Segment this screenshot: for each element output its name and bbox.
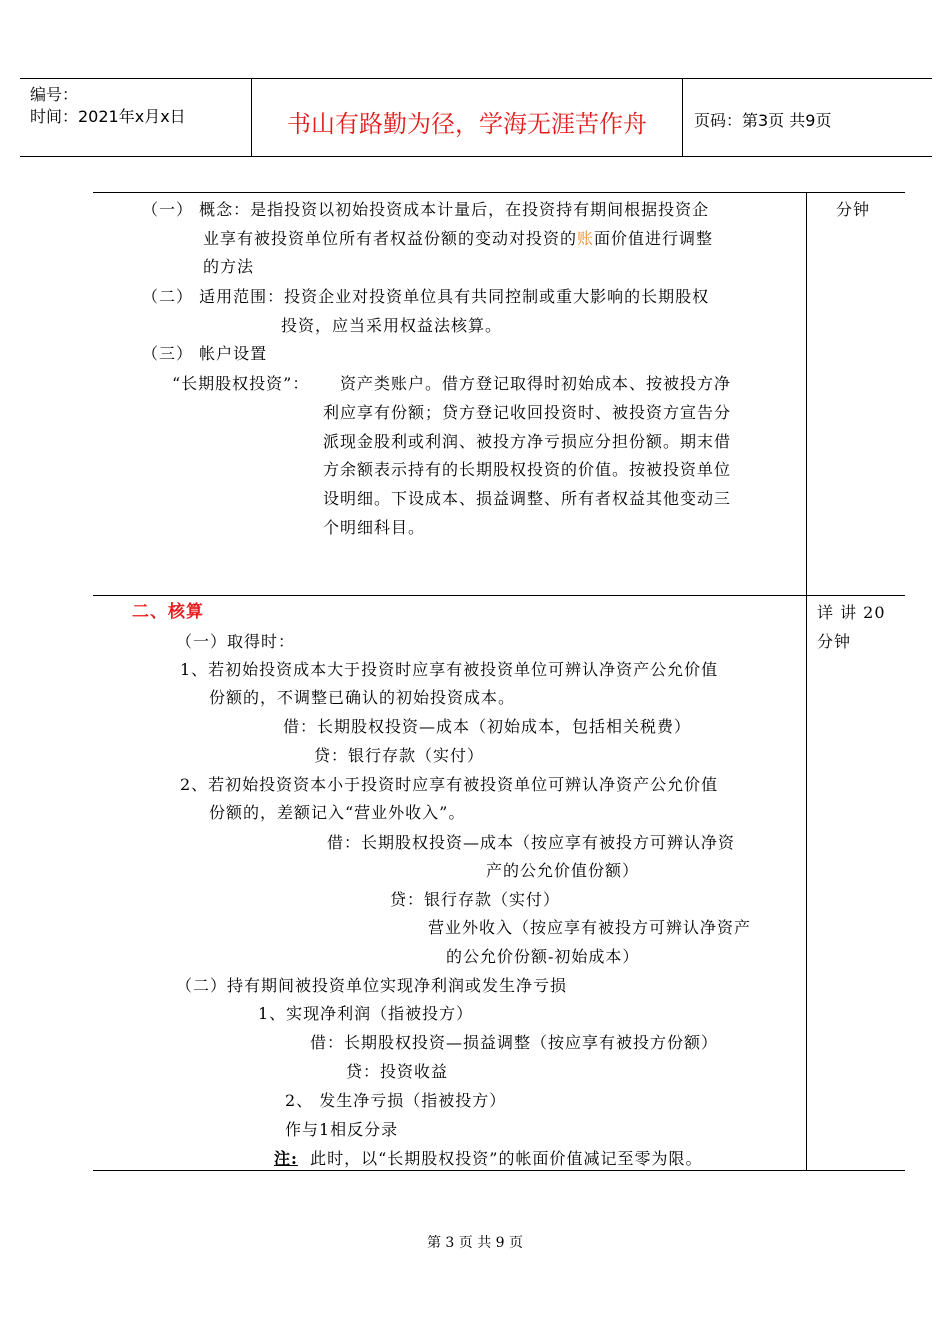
concept-line-2: [203, 229, 713, 249]
case2-debit-1: 借：长期股权投资—成本（按应享有被投方可辨认净资: [327, 833, 736, 852]
account-line-6: 个明细科目。: [323, 518, 426, 537]
header-divider-right: [682, 78, 683, 157]
account-heading: （三） 帐户设置: [142, 344, 268, 363]
profit-debit: 借：长期股权投资—损益调整（按应享有被投方份额）: [310, 1033, 719, 1052]
scope-heading: （二） 适用范围：投资企业对投资单位具有共同控制或重大影响的长期股权: [142, 287, 710, 306]
header-motto: 书山有路勤为径，学海无涯苦作舟: [287, 110, 647, 138]
profit-heading: 1、实现净利润（指被投方）: [258, 1004, 474, 1023]
holding-heading: （二）持有期间被投资单位实现净利润或发生净亏损: [176, 976, 568, 995]
page-footer: 第 3 页 共 9 页: [426, 1235, 524, 1251]
profit-credit: 贷：投资收益: [346, 1062, 449, 1081]
note-line: [274, 1149, 702, 1169]
case1-line-1: 1、若初始投资成本大于投资时应享有被投资单位可辨认净资产公允价值: [180, 660, 719, 679]
time-label: 时间：2021年x月x日: [30, 107, 186, 126]
case2-credit: 贷：银行存款（实付）: [390, 890, 561, 909]
number-label: 编号：: [30, 85, 79, 104]
section2-time-note-1: 详 讲 20: [817, 603, 886, 622]
section2-time-note-2: 分钟: [817, 632, 852, 651]
header-meta: [30, 84, 186, 128]
section1-time-note: 分钟: [836, 200, 871, 219]
table-top-rule: [93, 192, 905, 193]
concept-line-2b: 账: [577, 229, 595, 248]
note-label: 注:: [274, 1149, 298, 1168]
concept-line-2a: 业享有被投资单位所有者权益份额的变动对投资的: [203, 229, 578, 248]
case1-debit: 借：长期股权投资—成本（初始成本，包括相关税费）: [283, 717, 692, 736]
case2-debit-2: 产的公允价值份额）: [486, 861, 640, 880]
table-bottom-rule: [93, 1170, 905, 1171]
header-page-label: 页码：第3页 共9页: [694, 111, 832, 130]
case1-credit: 贷：银行存款（实付）: [314, 746, 485, 765]
header-bottom-rule: [20, 156, 932, 157]
scope-line-2: 投资，应当采用权益法核算。: [281, 316, 503, 335]
account-line-3: 派现金股利或利润、被投方净亏损应分担份额。期末借: [323, 432, 732, 451]
note-text: 此时，以“长期股权投资”的帐面价值减记至零为限。: [310, 1149, 703, 1168]
section2-title: 二、核算: [132, 602, 204, 622]
table-middle-rule: [93, 595, 905, 596]
table-column-divider: [806, 192, 807, 1171]
header-top-rule: [20, 78, 932, 79]
case1-line-2: 份额的，不调整已确认的初始投资成本。: [209, 688, 516, 707]
case2-line-2: 份额的，差额记入“营业外收入”。: [209, 803, 466, 822]
loss-heading: 2、 发生净亏损（指被投方）: [285, 1091, 507, 1110]
concept-heading: （一） 概念：是指投资以初始投资成本计量后，在投资持有期间根据投资企: [142, 200, 710, 219]
case2-credit2-2: 的公允价份额-初始成本）: [446, 947, 640, 966]
acquisition-heading: （一）取得时：: [176, 632, 296, 651]
case2-line-1: 2、若初始投资资本小于投资时应享有被投资单位可辨认净资产公允价值: [180, 775, 719, 794]
account-line-5: 设明细。下设成本、损益调整、所有者权益其他变动三: [323, 489, 732, 508]
account-line-4: 方余额表示持有的长期股权投资的价值。按被投资单位: [323, 460, 732, 479]
concept-line-2c: 面价值进行调整: [594, 229, 714, 248]
loss-line-1: 作与1相反分录: [285, 1120, 399, 1139]
case2-credit2-1: 营业外收入（按应享有被投方可辨认净资产: [428, 918, 752, 937]
concept-line-3: 的方法: [203, 257, 255, 276]
account-name: “长期股权投资”：: [172, 374, 310, 393]
account-line-2: 利应享有份额；贷方登记收回投资时、被投资方宣告分: [323, 403, 732, 422]
account-line-1: 资产类账户。借方登记取得时初始成本、按被投方净: [340, 374, 732, 393]
